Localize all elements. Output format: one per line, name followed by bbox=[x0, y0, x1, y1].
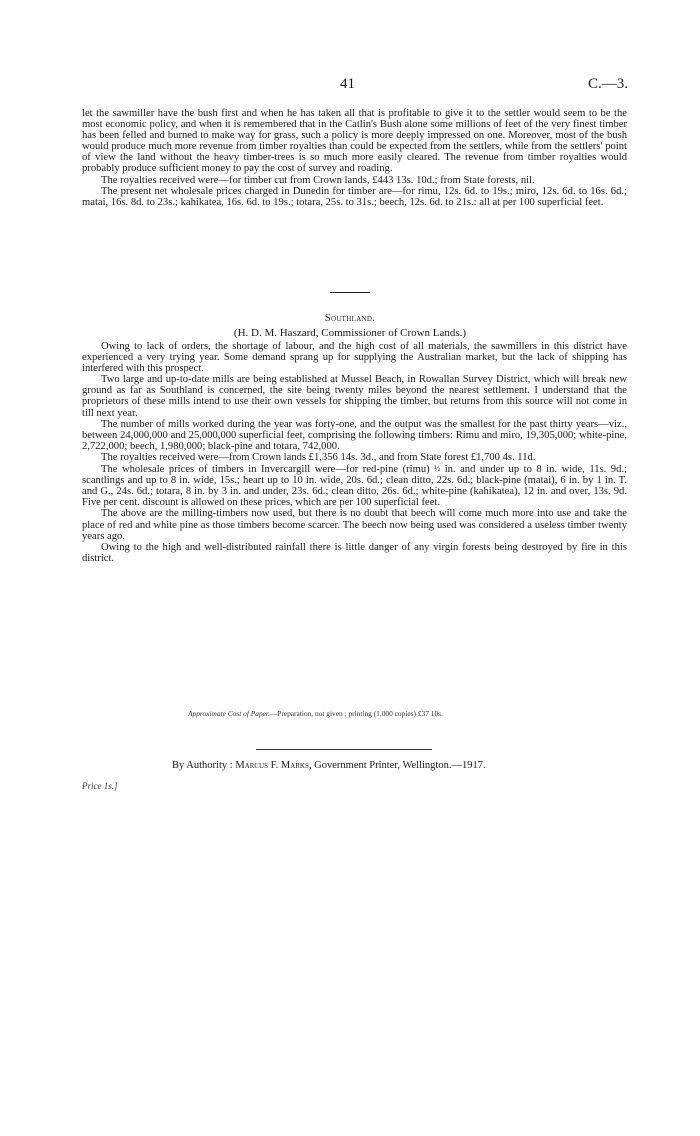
section-heading: Southland. bbox=[324, 313, 376, 324]
section-divider bbox=[330, 292, 370, 293]
cost-label: Approximate Cost of Paper. bbox=[188, 709, 270, 718]
paragraph-rest: in. and under up to 8 in. wide, 11s. 9d.; scantlings and up to 8 in. wide, 15s.; heart up to 10 in. wide, 20s. 6d.; clean ditto, 22s. 6d.; black-pine (matai), 6 in. by 1 in. T. and G., 24s. 6d.; totara, 8 in. by 3 in. and under, 23s. 6d.; clean ditto, 26s. 6d.; white-pine (kahikatea), 12 in. and over, 13s. 9d. Five per cent. discount is allowed on these prices, which are per 100 superficial feet. bbox=[82, 464, 627, 509]
paragraph bbox=[82, 463, 627, 508]
cost-of-paper-note bbox=[188, 709, 443, 718]
paragraph: Owing to lack of orders, the shortage of labour, and the high cost of all materials, the sawmillers in this district have experienced a very trying year. Some demand sprang up for supplying the Australian market, but the lack of shipping has interfered with this prospect. bbox=[82, 341, 627, 375]
southland-section-text bbox=[82, 341, 627, 564]
authority-suffix: Government Printer, Wellington.—1917. bbox=[314, 760, 486, 771]
paragraph: The royalties received were—for timber cut from Crown lands, £443 13s. 10d.; from State forests, nil. bbox=[101, 174, 535, 186]
paragraph: let the sawmiller have the bush first and when he has taken all that is profitable to give it to the settler would seem to be the most economic policy, and when it is remembered that in the Catlin's Bush alone some millions of feet of the very finest timber has been felled and burned to make way for grass, such a policy is more deeply impressed on one. Moreover, most of the bush would produce much more revenue from timber royalties than could be expected from the settlers, while from the settlers' point of view the land without the heavy timber-trees is so much more easily cleared. The revenue from timber royalties would probably produce sufficient money to pay the cost of survey and roading. bbox=[82, 108, 627, 175]
paragraph: The number of mills worked during the year was forty-one, and the output was the smallest for the past thirty years—viz., between 24,000,000 and 25,000,000 superficial feet, comprising the following timbers: Rimu and miro, 19,305,000; white-pine, 2,722,000; beech, 1,980,000; black-pine and totara, 742,000. bbox=[82, 418, 627, 452]
document-code: C.—3. bbox=[588, 76, 629, 92]
authority-prefix: By Authority : bbox=[172, 760, 233, 771]
authority-line bbox=[172, 760, 486, 771]
dunedin-section-text bbox=[82, 108, 627, 208]
paragraph: The above are the milling-timbers now used, but there is no doubt that beech will come much more into use and take the place of red and white pine as those timbers become scarcer. The beech now being used was considered a useless timber twenty years ago. bbox=[82, 508, 627, 542]
fraction: ½ bbox=[434, 464, 441, 474]
footer-rule bbox=[256, 749, 432, 750]
paragraph: Two large and up-to-date mills are being established at Mussel Beach, in Rowallan Survey District, which will break new ground as far as Southland is concerned, the site being twenty miles beyond the nearest settlement. I understand that the proprietors of these mills intend to use their own vessels for shipping the timber, but returns from this source will not come in till next year. bbox=[82, 374, 627, 419]
paragraph: The royalties received were—from Crown lands £1,356 14s. 3d., and from State forest £1,700 4s. 11d. bbox=[101, 451, 536, 463]
page-number: 41 bbox=[340, 76, 355, 92]
paragraph-start: The wholesale prices of timbers in Invercargill were—for red-pine (rimu) bbox=[101, 464, 430, 476]
paragraph: The present net wholesale prices charged in Dunedin for timber are—for rimu, 12s. 6d. to 19s.; miro, 12s. 6d. to 16s. 6d.; matai, 16s. 8d. to 23s.; kahikatea, 16s. 6d. to 19s.; totara, 25s. to 31s.; beech, 12s. 6d. to 21s.: all at per 100 superficial feet. bbox=[82, 185, 627, 208]
commissioner-line: (H. D. M. Haszard, Commissioner of Crown Lands.) bbox=[233, 327, 467, 339]
price-note: Price 1s.] bbox=[82, 781, 118, 791]
printer-name: Marcus F. Marks, bbox=[235, 760, 312, 771]
paragraph: Owing to the high and well-distributed rainfall there is little danger of any virgin forests being destroyed by fire in this district. bbox=[82, 541, 627, 564]
cost-text: —Preparation, not given ; printing (1,000 copies) £37 10s. bbox=[269, 709, 443, 718]
